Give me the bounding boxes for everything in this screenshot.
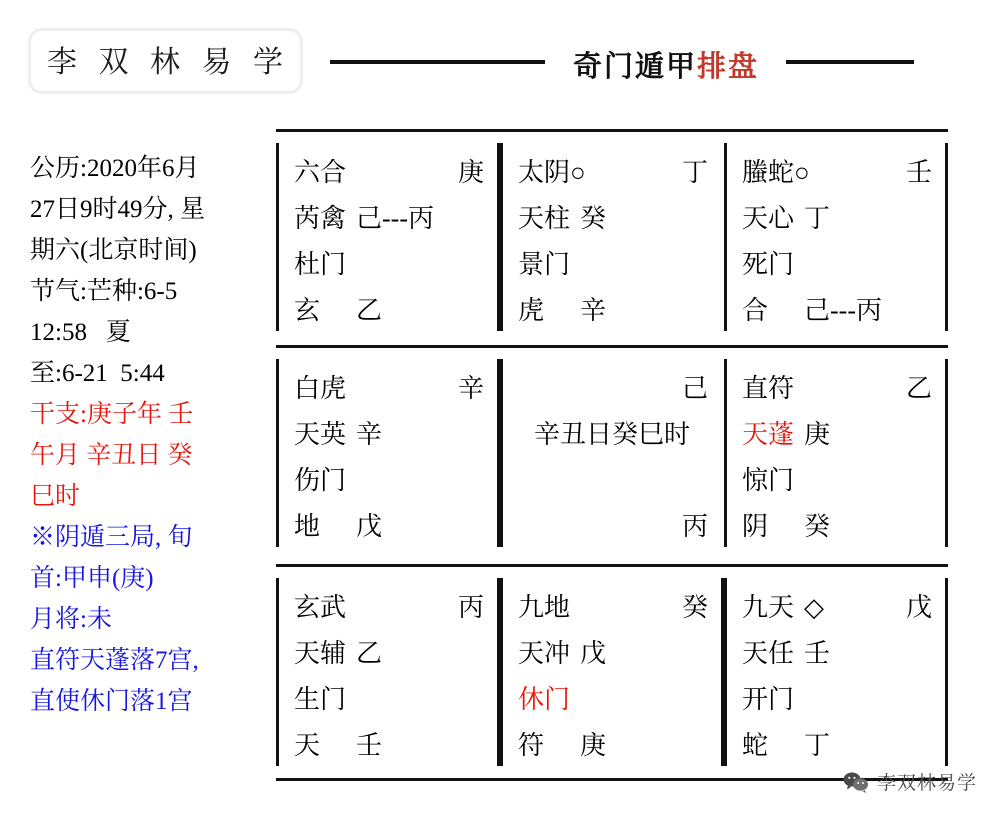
cell-text: 癸	[580, 204, 607, 233]
cell-row-god	[742, 584, 932, 632]
chart-info-panel	[30, 148, 262, 722]
cell-row-star	[518, 195, 708, 243]
footer-account-name: 李双林易学	[876, 773, 977, 794]
cell-text: 癸	[804, 512, 831, 541]
header-rule-left	[330, 60, 545, 64]
cell-text: 螣蛇○	[742, 158, 810, 187]
cell-row-star	[742, 195, 932, 243]
cell-text: 死门	[742, 250, 795, 279]
cell-text: 景门	[518, 250, 571, 279]
info-line: 27日9时49分, 星	[30, 196, 206, 223]
cell-text: 虎	[518, 296, 545, 325]
cell-text: 天英	[294, 420, 347, 449]
cell-text: 己---丙	[356, 204, 434, 233]
grid-cell-top-right[interactable]	[724, 129, 948, 345]
cell-row-god	[294, 584, 484, 632]
cell-text: 天任	[742, 639, 795, 668]
grid-cell-middle-center[interactable]	[500, 345, 724, 561]
cell-text: 庚	[457, 158, 484, 187]
info-line: 午月 辛丑日 癸	[30, 442, 193, 469]
cell-row-door	[742, 457, 932, 505]
cell-row-extra	[294, 503, 484, 551]
cell-text: 丁	[681, 158, 708, 187]
grid-cell-middle-right[interactable]	[724, 345, 948, 561]
cell-border-left	[500, 143, 503, 331]
cell-row-star	[742, 411, 932, 459]
cell-text: 六合	[294, 158, 347, 187]
cell-text: 癸	[681, 593, 708, 622]
cell-text: 辛	[580, 296, 607, 325]
cell-row-extra	[742, 722, 932, 770]
cell-row-god	[294, 365, 484, 413]
cell-text: 丙	[681, 512, 708, 541]
cell-border-left	[724, 578, 727, 766]
cell-border-left	[276, 359, 279, 547]
info-line: 直使休门落1宫	[30, 688, 193, 715]
cell-text: 戊	[905, 593, 932, 622]
cell-text: 玄武	[294, 593, 347, 622]
cell-row-door	[518, 676, 708, 724]
cell-text: 伤门	[294, 466, 347, 495]
cell-row-door	[742, 676, 932, 724]
cell-text: 符	[518, 731, 545, 760]
cell-text: 壬	[356, 731, 383, 760]
diamond-icon: ◇	[804, 593, 824, 622]
cell-row-door	[294, 676, 484, 724]
cell-row-door	[294, 241, 484, 289]
cell-text: 天	[294, 731, 321, 760]
cell-row-door	[294, 457, 484, 505]
cell-text: 杜门	[294, 250, 347, 279]
center-day-hour-label: 辛丑日癸巳时	[533, 420, 690, 449]
cell-border-right	[945, 578, 948, 766]
cell-border-right	[945, 359, 948, 547]
page-title-main: 奇门遁甲	[572, 49, 697, 83]
cell-text: 丁	[804, 204, 831, 233]
info-line: ※阴遁三局, 旬	[30, 524, 193, 551]
cell-row-extra	[518, 287, 708, 335]
cell-border-left	[500, 578, 503, 766]
cell-row-extra	[294, 287, 484, 335]
grid-cell-bottom-left[interactable]	[276, 564, 500, 780]
cell-text: 壬	[804, 639, 831, 668]
cell-row-door	[742, 241, 932, 289]
cell-border-left	[724, 359, 727, 547]
qimen-grid	[276, 129, 948, 781]
page-header	[0, 0, 1001, 118]
info-line: 首:甲申(庚)	[30, 565, 154, 592]
page-title-accent: 排盘	[697, 49, 760, 83]
cell-row-extra	[518, 503, 708, 551]
cell-text: 阴	[742, 512, 769, 541]
grid-cell-bottom-right[interactable]	[724, 564, 948, 780]
cell-row-god	[518, 365, 708, 413]
cell-row-star	[742, 630, 932, 678]
cell-text: 惊门	[742, 466, 795, 495]
cell-text: 乙	[356, 639, 383, 668]
grid-cell-middle-left[interactable]	[276, 345, 500, 561]
cell-row-extra	[742, 287, 932, 335]
wechat-icon	[843, 771, 869, 793]
cell-row-star	[294, 195, 484, 243]
cell-row-extra	[294, 722, 484, 770]
cell-text-highlight: 天蓬	[742, 420, 795, 449]
cell-row-extra	[518, 722, 708, 770]
info-line: 至:6-21 5:44	[30, 360, 165, 387]
page-title	[556, 44, 776, 85]
cell-text: 己---丙	[804, 296, 882, 325]
cell-text: 太阴○	[518, 158, 586, 187]
cell-text: 天柱	[518, 204, 571, 233]
cell-text: 开门	[742, 685, 795, 714]
cell-row-god	[518, 149, 708, 197]
info-line: 巳时	[30, 483, 81, 510]
cell-border-left	[724, 143, 727, 331]
cell-text: 丙	[457, 593, 484, 622]
cell-text: 戊	[580, 639, 607, 668]
cell-row-extra	[742, 503, 932, 551]
cell-border-right	[945, 143, 948, 331]
cell-text: 壬	[905, 158, 932, 187]
footer-watermark	[843, 768, 977, 795]
cell-row-god	[742, 149, 932, 197]
grid-cell-top-center[interactable]	[500, 129, 724, 345]
cell-text: 九天	[742, 593, 795, 622]
cell-text: 天辅	[294, 639, 347, 668]
cell-text: 庚	[804, 420, 831, 449]
cell-row-god	[742, 365, 932, 413]
cell-row-god	[294, 149, 484, 197]
cell-text: 九地	[518, 593, 571, 622]
cell-border-left	[276, 143, 279, 331]
grid-cell-top-left[interactable]	[276, 129, 500, 345]
cell-text: 辛	[457, 374, 484, 403]
cell-text: 芮禽	[294, 204, 347, 233]
cell-row-star	[294, 411, 484, 459]
cell-text: 天心	[742, 204, 795, 233]
cell-text: 乙	[905, 374, 932, 403]
info-line: 期六(北京时间)	[30, 237, 197, 264]
cell-text: 生门	[294, 685, 347, 714]
cell-text: 戊	[356, 512, 383, 541]
info-line: 公历:2020年6月	[30, 155, 200, 182]
cell-text: 直符	[742, 374, 795, 403]
cell-row-star	[518, 630, 708, 678]
cell-text: 庚	[580, 731, 607, 760]
cell-border-left	[276, 578, 279, 766]
logo-text: 李 双 林 易 学	[47, 46, 290, 79]
cell-row-star	[294, 630, 484, 678]
info-line: 月将:未	[30, 606, 112, 633]
grid-cell-bottom-center[interactable]	[500, 564, 724, 780]
header-rule-right	[786, 60, 914, 64]
info-line: 节气:芒种:6-5	[30, 278, 178, 305]
cell-text: 白虎	[294, 374, 347, 403]
info-line: 12:58 夏	[30, 319, 131, 346]
cell-text: 合	[742, 296, 769, 325]
cell-text-highlight: 休门	[518, 685, 571, 714]
cell-text: 丁	[804, 731, 831, 760]
cell-text: 己	[681, 374, 708, 403]
cell-row-god	[518, 584, 708, 632]
cell-border-left	[500, 359, 503, 547]
cell-text: 天冲	[518, 639, 571, 668]
cell-text: 乙	[356, 296, 383, 325]
cell-text: 辛	[356, 420, 383, 449]
cell-row-door	[518, 241, 708, 289]
info-line: 干支:庚子年 壬	[30, 401, 194, 428]
logo-box	[28, 28, 303, 94]
info-line: 直符天蓬落7宫,	[30, 647, 199, 674]
cell-text: 蛇	[742, 731, 769, 760]
cell-text: 地	[294, 512, 321, 541]
cell-text: 玄	[294, 296, 321, 325]
